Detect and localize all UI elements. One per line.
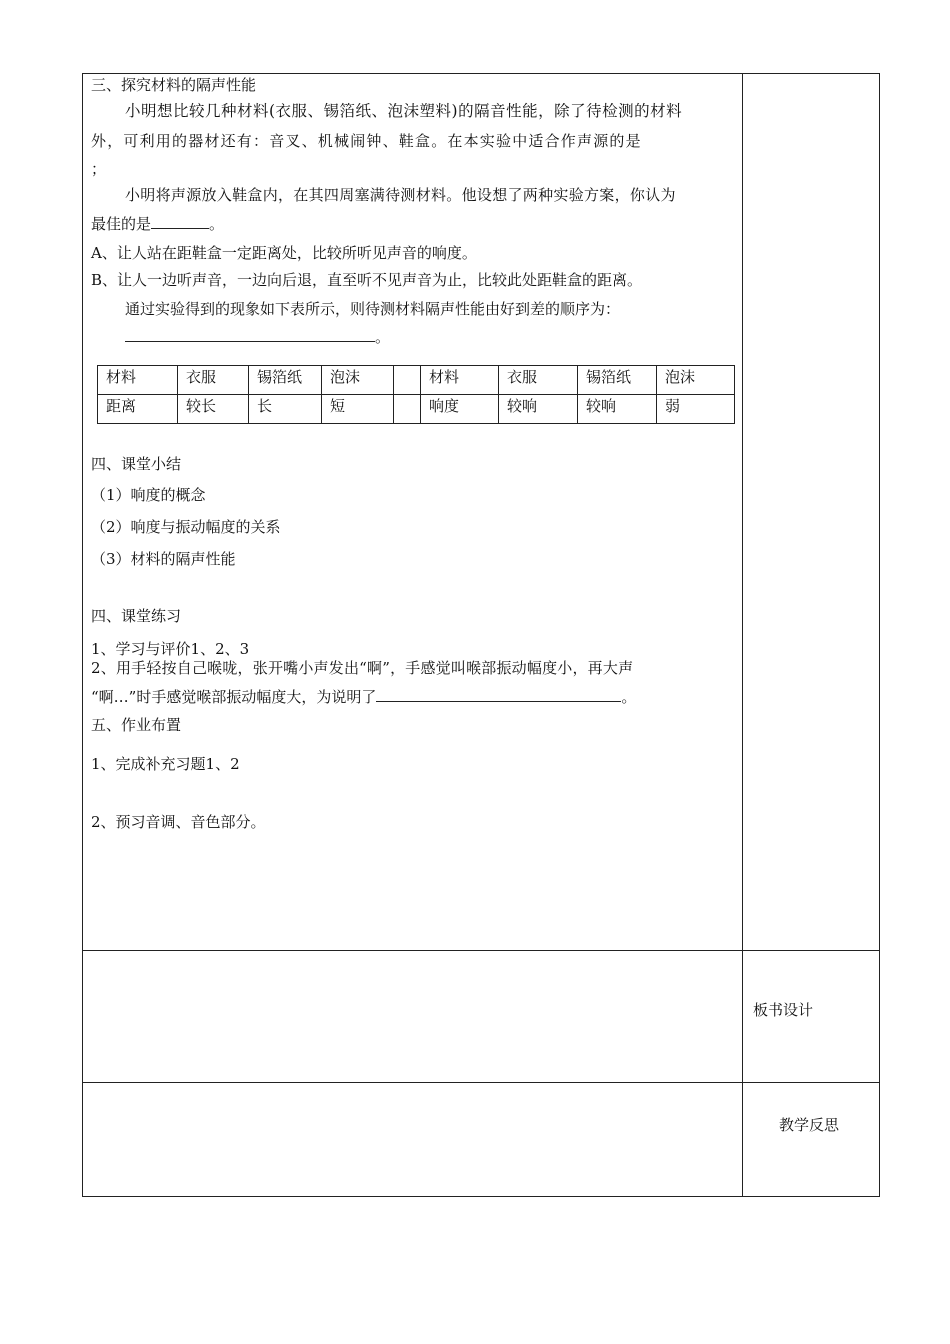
table-cell: 衣服	[178, 366, 249, 395]
table-cell: 较长	[178, 395, 249, 424]
practice-item-2-line2-end: 。	[621, 688, 637, 706]
section3-p2-line2	[91, 213, 224, 235]
row-divider-board	[83, 950, 879, 951]
lesson-plan-table	[82, 73, 880, 1197]
table-cell: 较响	[499, 395, 578, 424]
table-cell: 锡箔纸	[578, 366, 657, 395]
homework-item-2: 2、预习音调、音色部分。	[91, 813, 266, 831]
option-b: B、让人一边听声音，一边向后退，直至听不见声音为止，比较此处距鞋盒的距离。	[91, 271, 643, 289]
table-row	[98, 366, 735, 395]
practice-item-1: 1、学习与评价1、2、3	[91, 640, 250, 658]
table-gap-cell	[394, 366, 421, 395]
table-cell: 泡沫	[657, 366, 735, 395]
table-cell: 距离	[98, 395, 178, 424]
table-cell: 泡沫	[322, 366, 394, 395]
table-gap-cell	[394, 395, 421, 424]
summary-item: （1）响度的概念	[91, 486, 206, 504]
board-design-label: 板书设计	[753, 1001, 814, 1019]
section3-p2-line2-text: 最佳的是	[91, 215, 152, 233]
section3-p2-line2-end: 。	[209, 215, 225, 233]
table-cell: 较响	[578, 395, 657, 424]
section3-p3-line1: 通过实验得到的现象如下表所示，则待测材料隔声性能由好到差的顺序为：	[125, 300, 621, 318]
answer-blank-best-plan[interactable]	[151, 214, 209, 229]
homework-item-1: 1、完成补充习题1、2	[91, 755, 240, 773]
column-divider	[742, 74, 743, 1196]
homework-heading: 五、作业布置	[91, 716, 182, 734]
section3-p1-line2: 外，可利用的器材还有：音叉、机械闹钟、鞋盒。在本实验中适合作声源的是	[91, 132, 642, 150]
practice-item-2-line2-text: “啊…”时手感觉喉部振动幅度大，为说明了	[91, 688, 377, 706]
table-cell: 材料	[98, 366, 178, 395]
table-cell: 响度	[421, 395, 499, 424]
practice-heading: 四、课堂练习	[91, 607, 182, 625]
table-cell: 长	[249, 395, 322, 424]
summary-heading: 四、课堂小结	[91, 455, 182, 473]
summary-item: （3）材料的隔声性能	[91, 550, 236, 568]
section3-p1-line1: 小明想比较几种材料(衣服、锡箔纸、泡沫塑料)的隔音性能，除了待检测的材料	[125, 102, 683, 120]
table-cell: 材料	[421, 366, 499, 395]
answer-blank-explain[interactable]	[376, 687, 621, 702]
row-divider-reflection	[83, 1082, 879, 1083]
practice-item-2-line1: 2、用手轻按自己喉咙，张开嘴小声发出“啊”，手感觉叫喉部振动幅度小，再大声	[91, 659, 634, 677]
table-cell: 短	[322, 395, 394, 424]
section3-heading: 三、探究材料的隔声性能	[91, 76, 257, 94]
material-results-table	[97, 365, 735, 424]
table-row	[98, 395, 735, 424]
section3-p3-line2	[125, 326, 390, 348]
option-a: A、让人站在距鞋盒一定距离处，比较所听见声音的响度。	[91, 244, 477, 262]
table-cell: 锡箔纸	[249, 366, 322, 395]
section3-p3-line2-end: 。	[375, 328, 391, 346]
summary-item: （2）响度与振动幅度的关系	[91, 518, 281, 536]
section3-p1-line3: ；	[91, 160, 107, 178]
section3-p2-line1: 小明将声源放入鞋盒内，在其四周塞满待测材料。他设想了两种实验方案，你认为	[125, 186, 676, 204]
answer-blank-order[interactable]	[125, 327, 375, 342]
reflection-label: 教学反思	[779, 1116, 840, 1134]
table-cell: 弱	[657, 395, 735, 424]
table-cell: 衣服	[499, 366, 578, 395]
practice-item-2-line2	[91, 686, 636, 708]
